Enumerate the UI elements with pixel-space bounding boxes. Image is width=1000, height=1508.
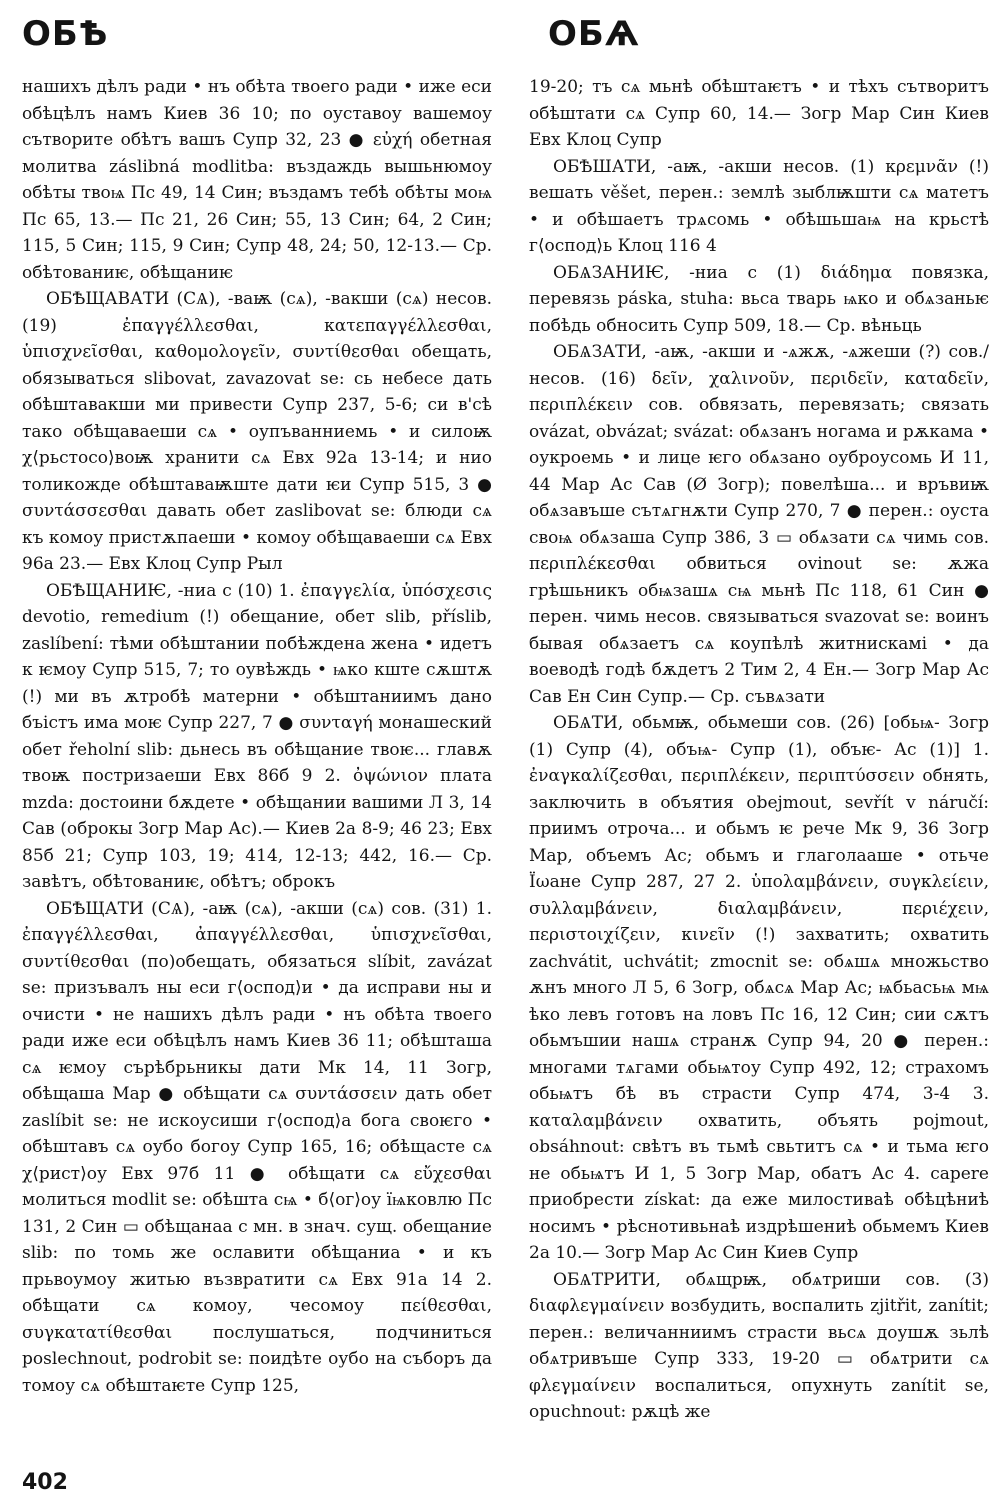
dictionary-entry: ОБѦЗАТИ, -аѭ, -акши и -ѧжѫ, -ѧжеши (?) сов./несов. (16) δεῖν, χαλινοῦν, περιδεῖν, καταδεῖν, περιπλέκειν сов. обвязать, перевязать; связать ovázat, obvázat; svázat: обѧзанъ ногама и рѫкама • оукроемь • и лице ѥго обѧзано оуброусомь И 11, 44 Мар Ас Сав (Ø Зогр); повелѣша... и връвиѭ обѧзавъше сътѧгнѫти Супр 270, 7 ● перен.: оуста своѩ обѧзаша Супр 386, 3 ▭ обѧзати сѧ чимь сов. περιπλέκεσθαι обвиться ovinout se: ѫжа грѣшьникъ обѩзашѧ сѩ мьнѣ Пс 118, 61 Син ● перен. чимь несов. связываться svazovat se: воинъ бывая обѧзаетъ сѧ коупѣлѣ житнискамі • да воеводѣ годѣ бѫдетъ 2 Тим 2, 4 Ен.— Зогр Мар Ас Сав Ен Син Супр.— Ср. съвѧзати [529, 342, 989, 707]
left-column [22, 74, 492, 1469]
dictionary-entry: ОБѦТИ, обьмѭ, обьмеши сов. (26) [обьѩ- Зогр (1) Супр (4), объѩ- Супр (1), объѥ- Ас (1)] 1. ἐναγκαλίζεσθαι, περιπλέκειν, περιπτύσσειν обнять, заключить в объятия obejmout, sevřít v náručí: приимъ отроча... и обьмъ ѥ рече Мк 9, 36 Зогр Мар, объемъ Ас; обьмъ и глаголааше • отьче Їωане Супр 287, 27 2. ὑπολαμβάνειν, συγκλείειν, συλλαμβάνειν, διαλαμβάνειν, περιέχειν, περιστοιχίζειν, κινεῖν (!) захватить; охватить zachvátit, uchvátit; zmocnit se: обѧшѧ множьство ѫнъ много Л 5, 6 Зогр, обѧсѧ Мар Ас; ѩбьасьѩ мѩ ѣко левъ готовъ на ловъ Пс 16, 12 Син; сии сѫтъ обьмъшии нашѧ странѫ Супр 94, 20 ● перен.: многами тѧгами обьѩтоу Супр 492, 12; страхомъ обьѩтъ бѣ въ страсти Супр 474, 3-4 3. καταλαμβάνειν охватить, объять pojmout, obsáhnout: свѣтъ въ тьмѣ свьтитъ сѧ • и тьма ѥго не обьѩтъ И 1, 5 Зогр Мар, обатъ Ас 4. capere приобрести získat: да еже милостиваѣ обѣцѣниѣ носимъ • рѣснотивьнаѣ издрѣшениѣ обьмемъ Киев 2а 10.— Зогр Мар Ас Син Киев Супр [529, 713, 989, 1263]
dictionary-entry: ОБѦТРИТИ, обѧщрѭ, обѧтриши сов. (3) διαφλεγμαίνειν возбудить, воспалить zjitřit, zanítit; перен.: величанниимъ страсти вьсѧ доушѫ зьлѣ обѧтривъше Супр 333, 19-20 ▭ обѧтрити сѧ φλεγμαίνειν воспалиться, опухнуть zanítit se, opuchnout: рѫцѣ же [529, 1269, 989, 1422]
entry-continuation: нашихъ дѣлъ ради • нъ обѣта твоего ради • иже еси обѣцѣлъ намъ Киев 36 10; по оуставоу вашемоу сътворите обѣтъ вашъ Супр 32, 23 ● εὐχή обетная молитва záslibná modlitba: въздаждь вышьнюмоу обѣты твоѩ Пс 49, 14 Син; въздамъ тебѣ обѣты моѩ Пс 65, 13.— Пс 21, 26 Син; 55, 13 Син; 64, 2 Син; 115, 5 Син; 115, 9 Син; Супр 48, 24; 50, 12-13.— Ср. обѣтованиѥ, обѣщаниѥ [22, 77, 492, 283]
running-head-right: ОБѦ [548, 14, 640, 54]
dictionary-entry: ОБѢЩАТИ (СѦ), -аѭ (сѧ), -акши (сѧ) сов. (31) 1. ἐπαγγέλλεσθαι, ἀπαγγέλλεσθαι, ὑπισχνεῖσθαι, συντίθεσθαι (по)обещать, обязаться slíbit, zavázat se: призъвалъ ны еси г⟨оспод⟩и • да исправи ны и очисти • не нашихъ дѣлъ ради • нъ обѣта твоего ради иже еси обѣцѣлъ намъ Киев 36 11; обѣшташа сѧ ѥмоу сърѣбрьникы дати Мк 14, 11 Зогр, обѣщаша Мар ● обѣщати сѧ συντάσσειν дать обет zaslíbit se: не искоусиши г⟨оспод⟩а бога своѥго • обѣштавъ сѧ оубо богоу Супр 165, 16; обѣщасте сѧ χ⟨рист⟩оу Евх 97б 11 ● обѣщати сѧ εὔχεσθαι молиться modlit se: обѣшта сѩ • б⟨ог⟩оу їѩковлю Пс 131, 2 Син ▭ обѣщанаа с мн. в знач. сущ. обещание slib: по томь же ославити обѣщаниа • и къ прьвоумоу житью възвратити сѧ Евх 91а 14 2. обѣщати сѧ комоу, чесомоу πείθεσθαι, συγκατατίθεσθαι послушаться, подчиниться poslechnout, podrobit se: поидѣте оубо на съборъ да томоу сѧ обѣштаѥте Супр 125, [22, 898, 492, 1396]
dictionary-entry: ОБѦЗАНИѤ, -ниа с (1) διάδημα повязка, перевязь páska, stuha: вьса тварь ѩко и обѧзаньѥ побѣдь обносить Супр 509, 18.— Ср. вѣньць [529, 262, 989, 336]
dictionary-entry: ОБѢЩАВАТИ (СѦ), -ваѭ (сѧ), -вакши (сѧ) несов. (19) ἐπαγγέλλεσθαι, κατεπαγγέλλεσθαι, ὑπισχνεῖσθαι, καθομολογεῖν, συντίθεσθαι обещать, обязываться slibovat, zavazovat se: сь небесе дать обѣштавакши ми привести Супр 237, 5-6; си в'сѣ тако обѣщаваеши сѧ • оупъванниемь • и силоѭ χ⟨рьстосо⟩воѭ хранити сѧ Евх 92а 13-14; и нио толикожде обѣштаваѭште дати ѥи Супр 515, 3 ● συντάσσεσθαι давать обет zaslibovat se: блюди сѧ къ комоу пристѫпаеши • комоу обѣщаваеши сѧ Евх 96а 23.— Евх Клоц Супр Рыл [22, 289, 492, 574]
right-column [529, 74, 989, 1469]
entry-continuation: 19-20; тъ сѧ мьнѣ обѣштаѥтъ • и тѣхъ сътворитъ обѣштати сѧ Супр 60, 14.— Зогр Мар Син Киев Евх Клоц Супр [529, 77, 989, 150]
running-head-left: ОБѢ [22, 14, 109, 54]
dictionary-entry: ОБѢШАТИ, -аѭ, -акши несов. (1) κρεμνᾶν (!) вешать věšet, перен.: землѣ зыблѭшти сѧ матетъ • и обѣшаетъ трѧсомь • обѣшьшаѩ на крьстѣ г⟨оспод⟩ь Клоц 116 4 [529, 156, 989, 256]
dictionary-entry: ОБѢЩАНИѤ, -ниа с (10) 1. ἐπαγγελία, ὑπόσχεσις devotio, remedium (!) обещание, обет slib, příslib, zaslíbení: тѣми обѣштании побѣждена жена • идетъ к ѥмоу Супр 515, 7; то оувѣждь • ѩко кште сѫштѫ (!) ми въ ѫтробѣ матерни • обѣштаниимъ дано бъістъ има моѥ Супр 227, 7 ● συνταγή монашеский обет řeholní slib: дьнесь въ обѣщание твоѥ... главѫ твоѭ постризаеши Евх 86б 9 2. ὀψώνιον плата mzda: достоини бѫдете • обѣщании вашими Л 3, 14 Сав (оброкы Зогр Мар Ас).— Киев 2а 8-9; 46 23; Евх 85б 21; Супр 103, 19; 414, 12-13; 442, 16.— Ср. завѣтъ, обѣтованиѥ, обѣтъ; оброкъ [22, 580, 492, 892]
page-number: 402 [22, 1470, 68, 1495]
